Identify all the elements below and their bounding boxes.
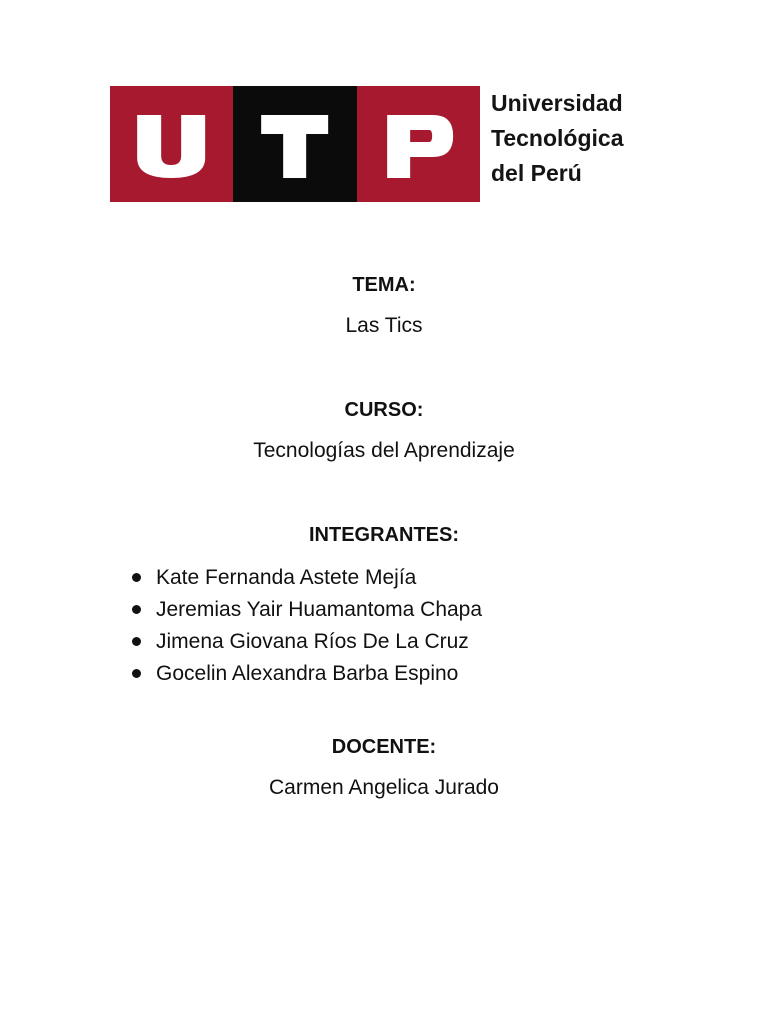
university-name-line-1: Universidad [491,90,623,116]
members-list [131,562,482,690]
curso-value: Tecnologías del Aprendizaje [253,439,515,462]
docente-heading: DOCENTE: [331,736,437,758]
list-item [131,594,482,626]
curso-heading: CURSO: [344,399,424,421]
list-item [131,562,482,594]
bullet-icon [132,605,141,614]
university-name [491,86,741,191]
bullet-icon [132,573,141,582]
list-item [131,658,482,690]
bullet-icon [132,637,141,646]
logo-u-glyph [110,86,233,202]
member-name: Jeremias Yair Huamantoma Chapa [156,598,483,621]
member-name: Kate Fernanda Astete Mejía [156,566,417,589]
tema-heading: TEMA: [352,274,416,296]
bullet-icon [132,669,141,678]
utp-logo [110,86,480,202]
integrantes-heading: INTEGRANTES: [309,524,459,546]
member-name: Jimena Giovana Ríos De La Cruz [156,630,469,653]
university-name-line-3: del Perú [491,160,582,186]
logo-letter-t [233,86,356,202]
logo-letter-u [110,86,233,202]
logo-letter-p [357,86,480,202]
member-name: Gocelin Alexandra Barba Espino [156,662,459,685]
list-item [131,626,482,658]
logo-t-glyph [233,86,356,202]
logo-p-glyph [357,86,480,202]
docente-value: Carmen Angelica Jurado [269,776,499,799]
tema-value: Las Tics [345,314,423,337]
university-name-line-2: Tecnológica [491,125,624,151]
